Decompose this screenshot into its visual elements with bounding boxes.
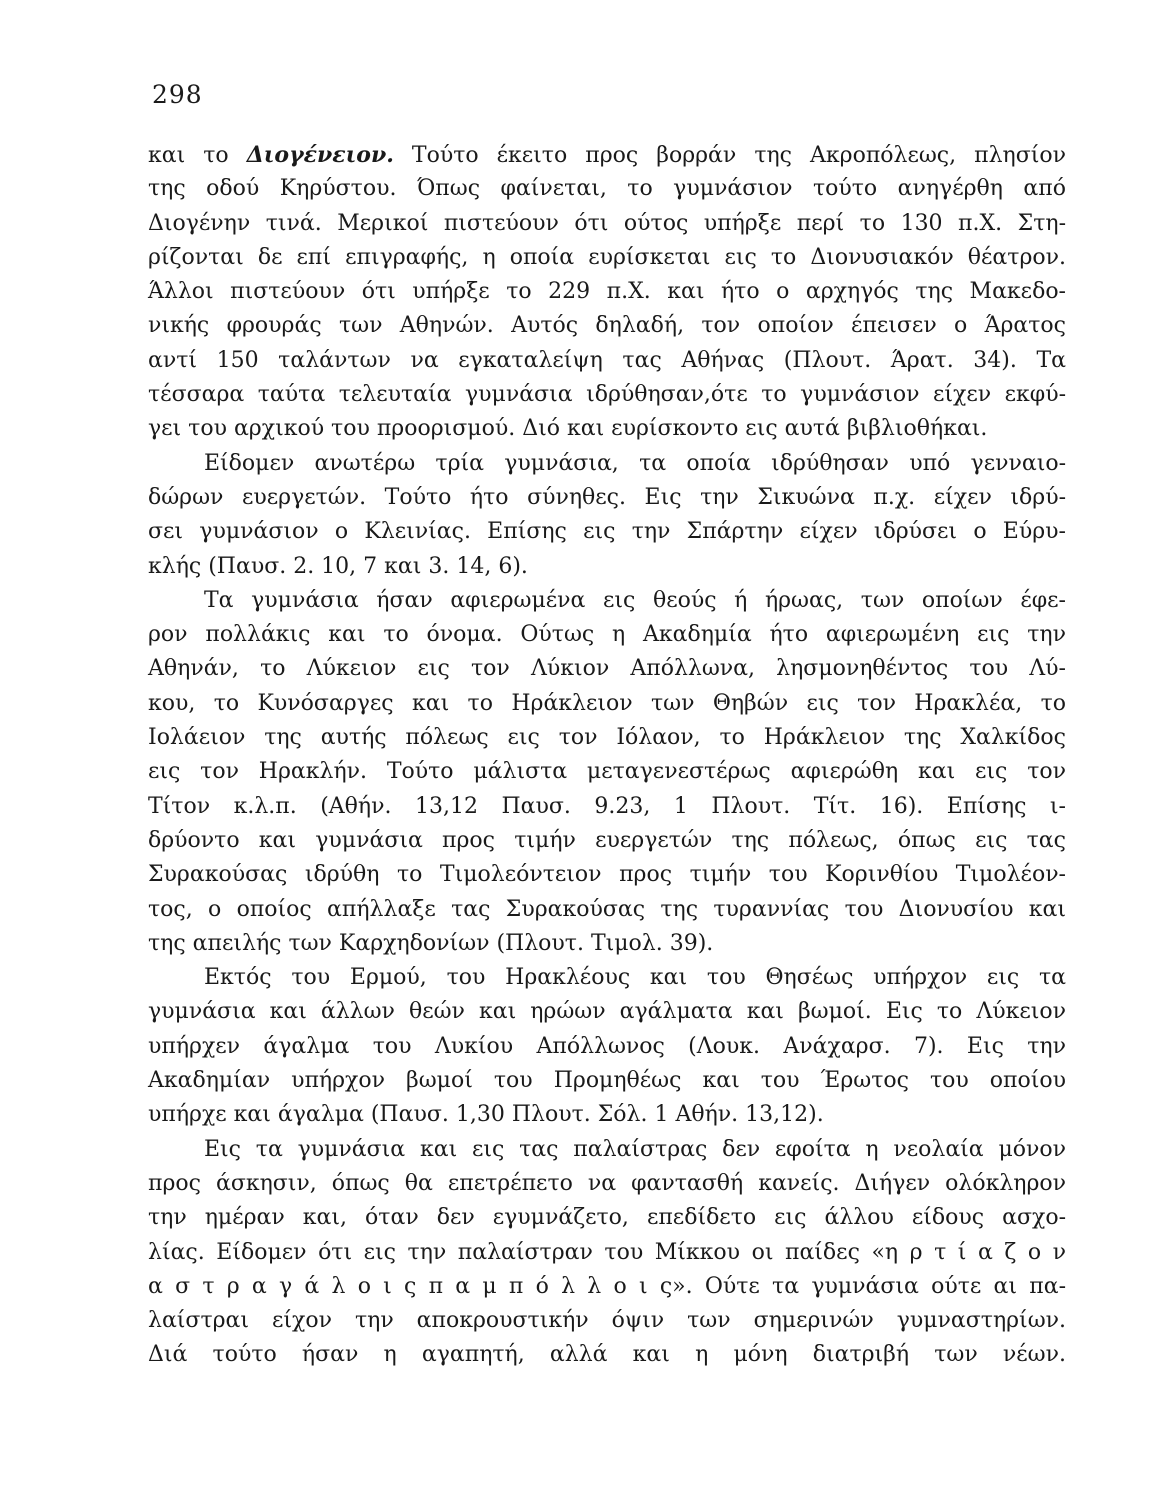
body-text (148, 138, 1066, 1373)
text-line: Αθηνάν, το Λύκειον εις τον Λύκιον Απόλλωνα, λησμονηθέντος του Λύ- (148, 656, 1066, 682)
text-line: σει γυμνάσιον ο Κλεινίας. Επίσης εις την Σπάρτην είχεν ιδρύσει ο Εύρυ- (148, 519, 1066, 545)
text-line: Εις τα γυμνάσια και εις τας παλαίστρας δεν εφοίτα η νεολαία μόνον (204, 1136, 1066, 1162)
text-fragment: και το (148, 143, 247, 168)
text-line: τος, ο οποίος απήλλαξε τας Συρακούσας της τυραννίας του Διονυσίου και (148, 896, 1066, 922)
text-line: γυμνάσια και άλλων θεών και ηρώων αγάλματα και βωμοί. Εις το Λύκειον (148, 999, 1066, 1025)
text-line: λαίστραι είχον την αποκρουστικήν όψιν των σημερινών γυμναστηρίων. (148, 1308, 1066, 1334)
text-line: Είδομεν ανωτέρω τρία γυμνάσια, τα οποία ιδρύθησαν υπό γενναιο- (204, 450, 1066, 476)
text-line: Διά τούτο ήσαν η αγαπητή, αλλά και η μόνη διατριβή των νέων. (148, 1342, 1066, 1368)
text-line: την ημέραν και, όταν δεν εγυμνάζετο, επεδίδετο εις άλλου είδους ασχο- (148, 1205, 1066, 1231)
text-line: Ακαδημίαν υπήρχον βωμοί του Προμηθέως και του Έρωτος του οποίου (148, 1068, 1066, 1094)
text-line: α σ τ ρ α γ ά λ ο ι ς π α μ π ό λ λ ο ι ς». Ούτε τα γυμνάσια ούτε αι πα- (148, 1273, 1066, 1299)
text-line: Εκτός του Ερμού, του Ηρακλέους και του Θησέως υπήρχον εις τα (204, 965, 1066, 991)
text-line: υπήρχεν άγαλμα του Λυκίου Απόλλωνος (Λουκ. Ανάχαρσ. 7). Εις την (148, 1033, 1066, 1059)
text-line: της απειλής των Καρχηδονίων (Πλουτ. Τιμολ. 39). (148, 930, 714, 956)
text-line: λίας. Είδομεν ότι εις την παλαίστραν του Μίκκου οι παίδες «η ρ τ ί α ζ ο ν (148, 1239, 1066, 1265)
text-line: προς άσκησιν, όπως θα επετρέπετο να φαντασθή κανείς. Διήγεν ολόκληρον (148, 1170, 1066, 1196)
text-line: κλής (Παυσ. 2. 10, 7 και 3. 14, 6). (148, 553, 528, 579)
text-line: νικής φρουράς των Αθηνών. Αυτός δηλαδή, τον οποίον έπεισεν ο Άρατος (148, 313, 1066, 339)
text-line: δώρων ευεργετών. Τούτο ήτο σύνηθες. Εις την Σικυώνα π.χ. είχεν ιδρύ- (148, 484, 1066, 510)
text-line: κου, το Κυνόσαργες και το Ηράκλειον των Θηβών εις τον Ηρακλέα, το (148, 690, 1066, 716)
text-line: ρον πολλάκις και το όνομα. Ούτως η Ακαδημία ήτο αφιερωμένη εις την (148, 622, 1066, 648)
text-line: Συρακούσας ιδρύθη το Τιμολεόντειον προς τιμήν του Κορινθίου Τιμολέον- (148, 862, 1066, 888)
term-diogeneion: Διογένειον. (246, 142, 394, 168)
text-line (148, 138, 1066, 172)
text-line: εις τον Ηρακλήν. Τούτο μάλιστα μεταγενεστέρως αφιερώθη και εις τον (148, 759, 1066, 785)
text-line: Τίτον κ.λ.π. (Αθήν. 13,12 Παυσ. 9.23, 1 Πλουτ. Τίτ. 16). Επίσης ι- (148, 793, 1066, 819)
text-line: υπήρχε και άγαλμα (Παυσ. 1,30 Πλουτ. Σόλ. 1 Αθήν. 13,12). (148, 1102, 824, 1128)
text-line: της οδού Κηρύστου. Όπως φαίνεται, το γυμνάσιον τούτο ανηγέρθη από (148, 176, 1066, 202)
text-line: Διογένην τινά. Μερικοί πιστεύουν ότι ούτος υπήρξε περί το 130 π.Χ. Στη- (148, 210, 1066, 236)
text-fragment: Τούτο έκειτο προς βορράν της Ακροπόλεως, πλησίον (393, 143, 1066, 168)
text-line: γει του αρχικού του προορισμού. Διό και ευρίσκοντο εις αυτά βιβλιοθήκαι. (148, 416, 988, 442)
text-line: δρύοντο και γυμνάσια προς τιμήν ευεργετών της πόλεως, όπως εις τας (148, 827, 1066, 853)
page-number: 298 (152, 80, 203, 109)
text-line: Ιολάειον της αυτής πόλεως εις τον Ιόλαον, το Ηράκλειον της Χαλκίδος (148, 725, 1066, 751)
text-line: αντί 150 ταλάντων να εγκαταλείψη τας Αθήνας (Πλουτ. Άρατ. 34). Τα (148, 347, 1066, 373)
text-line: Τα γυμνάσια ήσαν αφιερωμένα εις θεούς ή ήρωας, των οποίων έφε- (204, 587, 1066, 613)
text-line: ρίζονται δε επί επιγραφής, η οποία ευρίσκεται εις το Διονυσιακόν θέατρον. (148, 244, 1066, 270)
text-line: Άλλοι πιστεύουν ότι υπήρξε το 229 π.Χ. και ήτο ο αρχηγός της Μακεδο- (148, 279, 1066, 305)
text-line: τέσσαρα ταύτα τελευταία γυμνάσια ιδρύθησαν,ότε το γυμνάσιον είχεν εκφύ- (148, 382, 1066, 408)
